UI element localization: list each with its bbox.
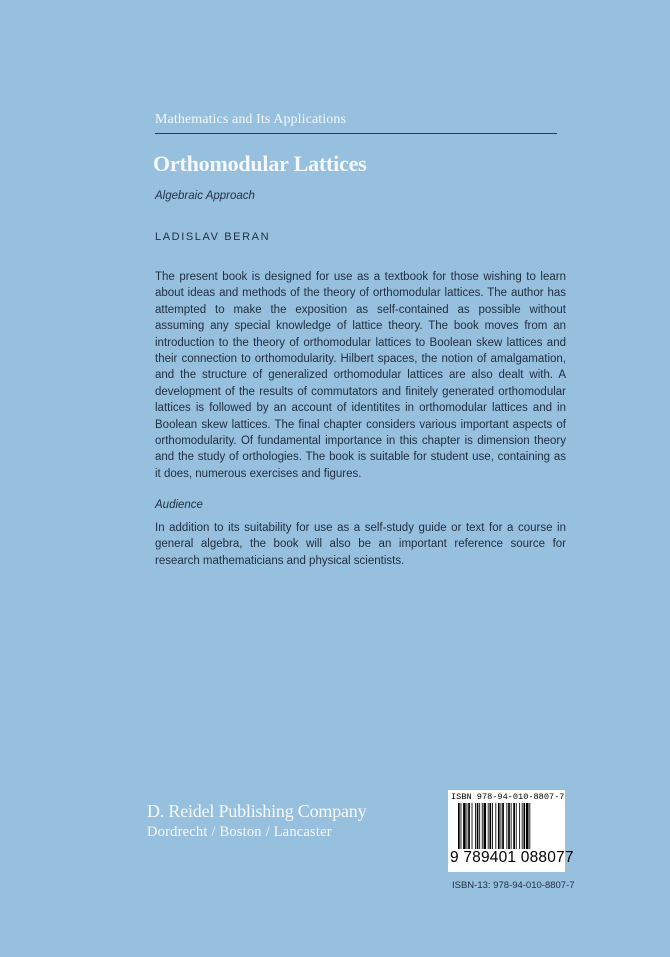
barcode-bar xyxy=(479,803,480,849)
barcode-bar xyxy=(488,803,489,849)
barcode-bar xyxy=(511,803,512,849)
audience-heading: Audience xyxy=(155,499,203,511)
publisher-name: D. Reidel Publishing Company xyxy=(147,801,367,821)
series-name: Mathematics and Its Applications xyxy=(155,112,346,127)
barcode-bar xyxy=(458,803,460,849)
book-title: Orthomodular Lattices xyxy=(153,151,367,176)
barcode-isbn-label: ISBN 978-94-010-8807-7 xyxy=(451,792,565,802)
barcode-bar xyxy=(484,803,487,849)
publisher-locations: Dordrecht / Boston / Lancaster xyxy=(147,824,332,840)
barcode-bar xyxy=(472,803,473,849)
barcode-bar xyxy=(467,803,468,849)
barcode-bar xyxy=(475,803,476,849)
isbn13-label: ISBN-13: 978-94-010-8807-7 xyxy=(452,880,575,891)
barcode-bar xyxy=(463,803,466,849)
barcode-number: 9 789401 088077 xyxy=(450,849,574,866)
barcode-bar xyxy=(501,803,502,849)
barcode-bar xyxy=(461,803,462,849)
barcode-bar xyxy=(523,803,525,849)
author-name: LADISLAV BERAN xyxy=(155,231,271,243)
barcode-bar xyxy=(519,803,520,849)
series-divider xyxy=(155,133,557,134)
book-subtitle: Algebraic Approach xyxy=(155,190,255,202)
barcode-bar xyxy=(529,803,530,849)
barcode-bar xyxy=(526,803,529,849)
barcode-bar xyxy=(468,803,470,849)
barcode-bars xyxy=(458,803,556,849)
barcode-bar xyxy=(492,803,493,849)
barcode-bar xyxy=(508,803,510,849)
barcode-bar xyxy=(482,803,483,849)
barcode-bar xyxy=(502,803,504,849)
book-description: The present book is designed for use as a textbook for those wishing to learn about ideas and methods of the theory of orthomodular lattices. The author has attempted to make the exposition as self-contained as possible without assuming any special knowledge of lattice theory. The book moves from an introduction to the theory of orthomodular lattices to Boolean skew lattices and their connection to orthomodularity. Hilbert spaces, the notion of amalgamation, and the structure of generalized orthomodular lattices are also dealt with. A development of the results of commutators and finitely generated orthomodular lattices is followed by an account of identitites in orthomodular lattices and in Boolean skew lattices. The final chapter considers various important aspects of orthomodularity. Of fundamental importance in this chapter is dimension theory and the study of orthologies. The book is suitable for student use, containing as it does, numerous exercises and figures. xyxy=(155,271,566,480)
barcode-bar xyxy=(477,803,479,849)
barcode-bar xyxy=(516,803,517,849)
barcode-bar xyxy=(495,803,496,849)
barcode-bar xyxy=(522,803,523,849)
barcode-bar xyxy=(489,803,491,849)
barcode-bar xyxy=(513,803,515,849)
barcode-bar xyxy=(498,803,500,849)
audience-text: In addition to its suitability for use as a self-study guide or text for a course in general algebra, the book will also be an important reference source for research mathematicians and physical scientists. xyxy=(155,522,566,567)
barcode-bar xyxy=(506,803,507,849)
barcode-box xyxy=(448,790,574,872)
